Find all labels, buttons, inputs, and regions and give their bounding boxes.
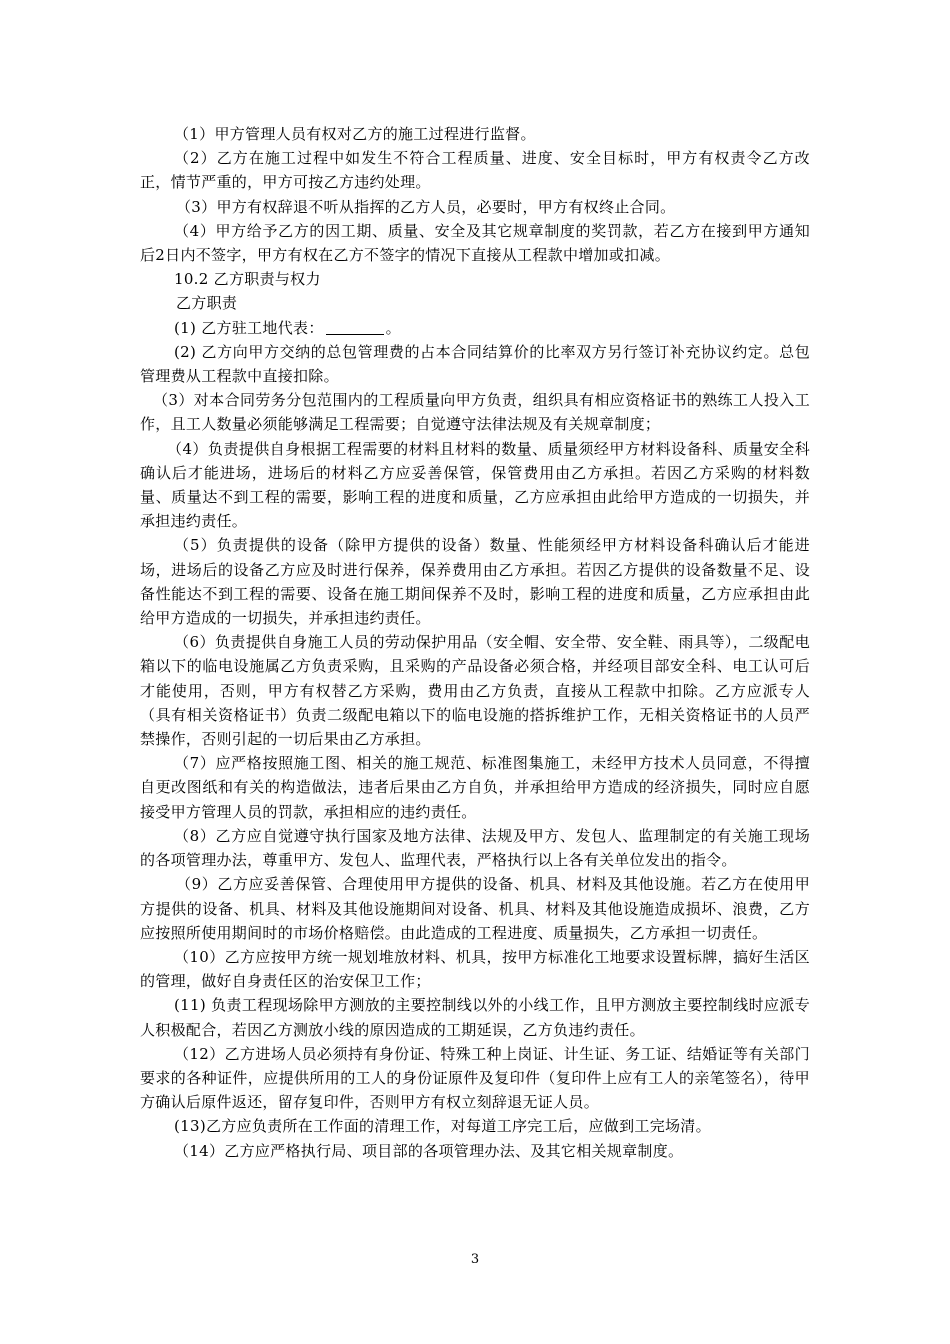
paragraph-item-11: (11) 负责工程现场除甲方测放的主要控制线以外的小线工作，且甲方测放主要控制线时应派专人积极配合，若因乙方测放小线的原因造成的工期延误，乙方负违约责任。 (140, 996, 810, 1039)
representative-blank (326, 318, 384, 335)
paragraph-3: （3）甲方有权辞退不听从指挥的乙方人员，必要时，甲方有权终止合同。 (176, 197, 676, 216)
paragraph-item-5: （5）负责提供的设备（除甲方提供的设备）数量、性能须经甲方材料设备科确认后才能进场，进场后的设备乙方应及时进行保养，保养费用由乙方承担。若因乙方提供的设备数量不足、设备性能达不到工程的需要、设备在施工期间保养不及时，影响工程的进度和质量，乙方应承担由此给甲方造成的一切损失，并承担违约责任。 (140, 536, 810, 628)
paragraph-item-13: (13)乙方应负责所在工作面的清理工作，对每道工序完工后，应做到工完场清。 (174, 1117, 711, 1136)
paragraph-item-10: （10）乙方应按甲方统一规划堆放材料、机具，按甲方标准化工地要求设置标牌，搞好生活区的管理，做好自身责任区的治安保卫工作； (140, 947, 810, 991)
paragraph-management-fee: (2) 乙方向甲方交纳的总包管理费的占本合同结算价的比率双方另行签订补充协议约定。总包管理费从工程款中直接扣除。 (140, 342, 810, 386)
representative-suffix: 。 (385, 318, 401, 337)
paragraph-item-8: （8）乙方应自觉遵守执行国家及地方法律、法规及甲方、发包人、监理制定的有关施工现场的各项管理办法，尊重甲方、发包人、监理代表，严格执行以上各有关单位发出的指令。 (140, 826, 810, 870)
representative-label: (1) 乙方驻工地代表： (174, 318, 324, 337)
page-number: 3 (470, 1252, 480, 1267)
paragraph-1: （1）甲方管理人员有权对乙方的施工过程进行监督。 (174, 125, 536, 143)
paragraph-representative (140, 316, 810, 340)
paragraph-4: （4）甲方给予乙方的因工期、质量、安全及其它规章制度的奖罚款，若乙方在接到甲方通知后2日内不签字，甲方有权在乙方不签字的情况下直接从工程款中增加或扣减。 (140, 221, 810, 265)
paragraph-item-3: （3）对本合同劳务分包范围内的工程质量向甲方负责，组织具有相应资格证书的熟练工人投入工作，且工人数量必须能够满足工程需要；自觉遵守法律法规及有关规章制度； (140, 391, 810, 434)
paragraph-item-4: （4）负责提供自身根据工程需要的材料且材料的数量、质量须经甲方材料设备科、质量安全科确认后才能进场，进场后的材料乙方应妥善保管，保管费用由乙方承担。若因乙方采购的材料数量、质量达不到工程的需要，影响工程的进度和质量，乙方应承担由此给甲方造成的一切损失，并承担违约责任。 (140, 439, 810, 531)
document-body (140, 122, 810, 1163)
paragraph-item-7: （7）应严格按照施工图、相关的施工规范、标准图集施工，未经甲方技术人员同意，不得擅自更改图纸和有关的构造做法，违者后果由乙方自负，并承担给甲方造成的经济损失，同时应自愿接受甲方管理人员的罚款，承担相应的违约责任。 (140, 754, 810, 821)
paragraph-2: （2）乙方在施工过程中如发生不符合工程质量、进度、安全目标时，甲方有权责令乙方改正，情节严重的，甲方可按乙方违约处理。 (140, 149, 810, 192)
paragraph-item-6: （6）负责提供自身施工人员的劳动保护用品（安全帽、安全带、安全鞋、雨具等），二级配电箱以下的临电设施属乙方负责采购，且采购的产品设备必须合格，并经项目部安全科、电工认可后才能使用，否则，甲方有权替乙方采购，费用由乙方负责，直接从工程款中扣除。乙方应派专人（具有相关资格证书）负责二级配电箱以下的临电设施的搭拆维护工作，无相关资格证书的人员严禁操作，否则引起的一切后果由乙方承担。 (140, 633, 810, 749)
section-heading-10-2: 10.2 乙方职责与权力 (174, 270, 321, 289)
paragraph-item-12: （12）乙方进场人员必须持有身份证、特殊工种上岗证、计生证、务工证、结婚证等有关部门要求的各种证件，应提供所用的工人的身份证原件及复印件（复印件上应有工人的亲笔签名），待甲方确认后原件返还，留存复印件，否则甲方有权立刻辞退无证人员。 (140, 1044, 810, 1112)
paragraph-item-14: （14）乙方应严格执行局、项目部的各项管理办法、及其它相关规章制度。 (174, 1141, 684, 1160)
subheading-duties: 乙方职责 (176, 294, 238, 313)
paragraph-item-9: （9）乙方应妥善保管、合理使用甲方提供的设备、机具、材料及其他设施。若乙方在使用甲方提供的设备、机具、材料及其他设施期间对设备、机具、材料及其他设施造成损坏、浪费，乙方应按照所使用期间时的市场价格赔偿。由此造成的工程进度、质量损失，乙方承担一切责任。 (140, 875, 810, 942)
